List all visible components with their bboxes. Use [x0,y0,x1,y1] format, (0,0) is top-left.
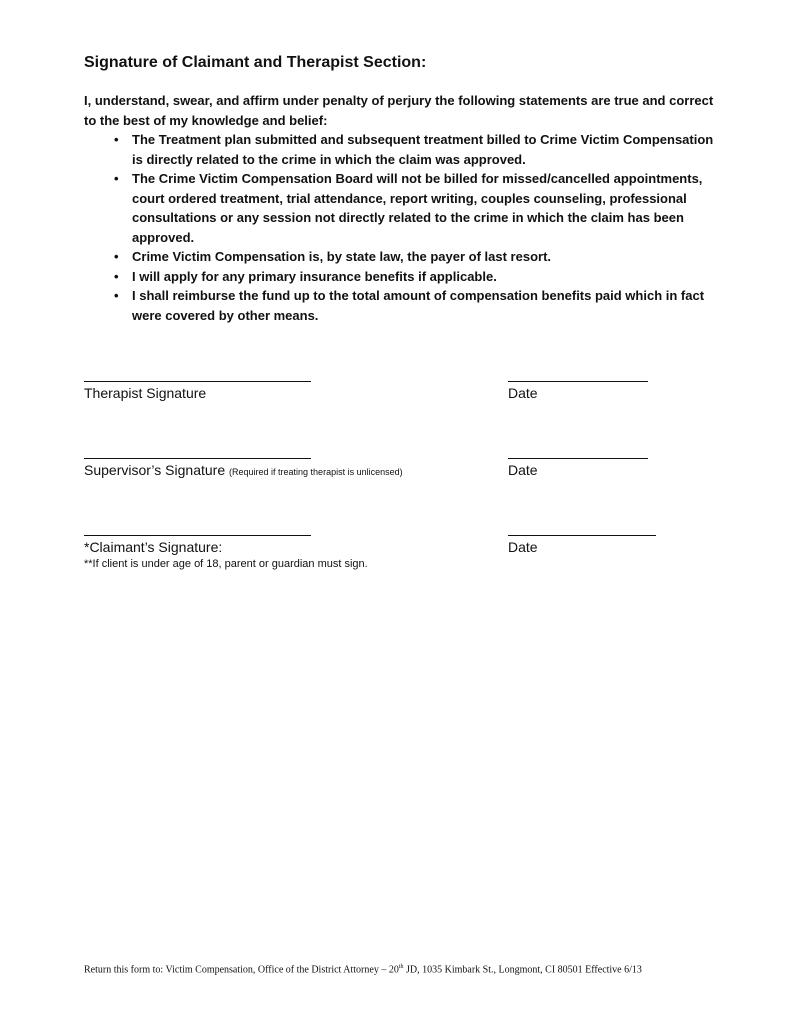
bullet-icon: • [114,132,119,147]
bullet-icon: • [114,171,119,186]
list-item: • I shall reimburse the fund up to the total amount of compensation benefits paid which in fact were covered by other means. [114,288,705,323]
therapist-signature-label: Therapist Signature [84,385,207,401]
bullet-icon: • [114,268,119,284]
therapist-signature-line[interactable] [84,381,311,382]
list-item: • The Crime Victim Compensation Board will not be billed for missed/cancelled appointments, court ordered treatment, trial attendance, report writing, couples counseling, professional consultations or any session not directly related to the crime in which the claim has been approved. [114,171,703,245]
list-item: • The Treatment plan submitted and subsequent treatment billed to Crime Victim Compensation is directly related to the crime in which the claim was approved. [114,132,714,167]
claimant-signature-line[interactable] [84,535,311,536]
guardian-note: **If client is under age of 18, parent or guardian must sign. [84,558,368,570]
supervisor-note: (Required if treating therapist is unlicensed) [229,467,403,477]
supervisor-signature-label: Supervisor’s Signature (Required if treating therapist is unlicensed) [84,462,403,478]
supervisor-date-line[interactable] [508,458,648,459]
claimant-date-line[interactable] [508,535,656,536]
supervisor-date-label: Date [508,462,538,478]
list-item: • I will apply for any primary insurance benefits if applicable. [114,267,714,287]
footer-return-address: Return this form to: Victim Compensation, Office of the District Attorney – 20th JD, 1035 Kimbark St., Longmont, CI 80501 Effective 6/13 [84,964,642,976]
claimant-date-label: Date [508,539,538,555]
therapist-date-label: Date [508,385,538,401]
supervisor-signature-line[interactable] [84,458,311,459]
therapist-date-line[interactable] [508,381,648,382]
list-item: • Crime Victim Compensation is, by state law, the payer of last resort. [114,247,714,267]
claimant-signature-label: *Claimant’s Signature: [84,539,223,555]
affirmation-intro: I, understand, swear, and affirm under penalty of perjury the following statements are true and correct to the best of my knowledge and belief: [84,93,714,128]
affirmation-list [114,130,714,325]
bullet-icon: • [114,249,119,264]
bullet-icon: • [114,288,119,303]
section-heading: Signature of Claimant and Therapist Section: [84,54,427,71]
